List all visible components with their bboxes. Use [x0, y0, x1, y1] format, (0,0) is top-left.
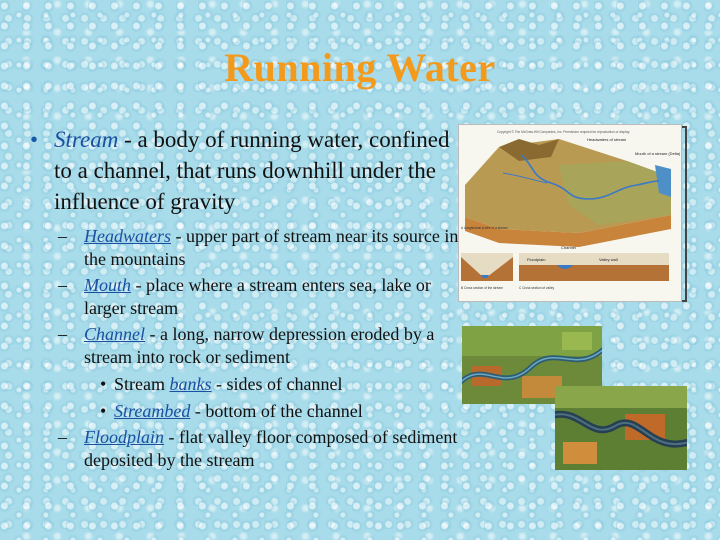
- bullet-banks: [30, 373, 460, 396]
- label-channel: Channel: [561, 245, 576, 250]
- definition-streambed: - bottom of the channel: [190, 401, 363, 421]
- definition-banks: - sides of channel: [211, 374, 343, 394]
- stream-diagram-illustration: [459, 125, 681, 301]
- dash-icon: –: [58, 275, 67, 295]
- definition-stream: - a body of running water, confined to a channel, that runs downhill under the influence of gravity: [54, 127, 450, 214]
- label-floodplain: Floodplain: [527, 257, 546, 262]
- term-headwaters: Headwaters: [84, 226, 171, 246]
- caption-b: B Cross section of the stream: [461, 286, 503, 290]
- diagram-copyright: Copyright © The McGraw-Hill Companies, Inc. Permission required for reproduction or display.: [497, 130, 630, 134]
- term-mouth: Mouth: [84, 275, 131, 295]
- term-channel: Channel: [84, 324, 145, 344]
- bullet-stream: [30, 124, 460, 217]
- bullet-floodplain: [30, 426, 460, 472]
- dash-icon: –: [58, 427, 67, 447]
- floodplain-section: [519, 265, 669, 281]
- label-valley: Valley wall: [599, 257, 618, 262]
- caption-a: A Longitudinal profile of a stream: [461, 226, 508, 230]
- prefix-banks: Stream: [114, 374, 170, 394]
- term-streambed: Streambed: [114, 401, 191, 421]
- label-headwaters: Headwaters of stream: [587, 137, 627, 142]
- term-banks: banks: [169, 374, 212, 394]
- dash-icon: –: [58, 324, 67, 344]
- bullet-headwaters: [30, 225, 460, 271]
- bullet-dot-icon: •: [100, 401, 107, 421]
- bullet-mouth: [30, 274, 460, 320]
- diagram-bracket: [682, 126, 687, 302]
- bullet-channel: [30, 323, 460, 369]
- aerial-photo-2: [555, 386, 687, 470]
- label-mouth: Mouth of a stream (Delta): [635, 151, 681, 156]
- definition-floodplain: - flat valley floor composed of sediment deposited by the stream: [84, 427, 458, 470]
- stream-diagram: [458, 124, 682, 302]
- dash-icon: –: [58, 226, 67, 246]
- bullet-dot-icon: •: [100, 374, 107, 394]
- slide-content: [30, 124, 460, 472]
- slide-title: Running Water: [224, 45, 496, 90]
- bullet-streambed: [30, 400, 460, 423]
- definition-channel: - a long, narrow depression eroded by a stream into rock or sediment: [84, 324, 435, 367]
- caption-c: C Cross section of valley: [519, 286, 555, 290]
- definition-headwaters: - upper part of stream near its source in the mountains: [84, 226, 459, 269]
- bullet-dot-icon: •: [30, 127, 39, 152]
- term-floodplain: Floodplain: [84, 427, 164, 447]
- definition-mouth: - place where a stream enters sea, lake or larger stream: [84, 275, 431, 318]
- term-stream: Stream: [54, 127, 119, 152]
- aerial-photo-2-image: [555, 386, 687, 470]
